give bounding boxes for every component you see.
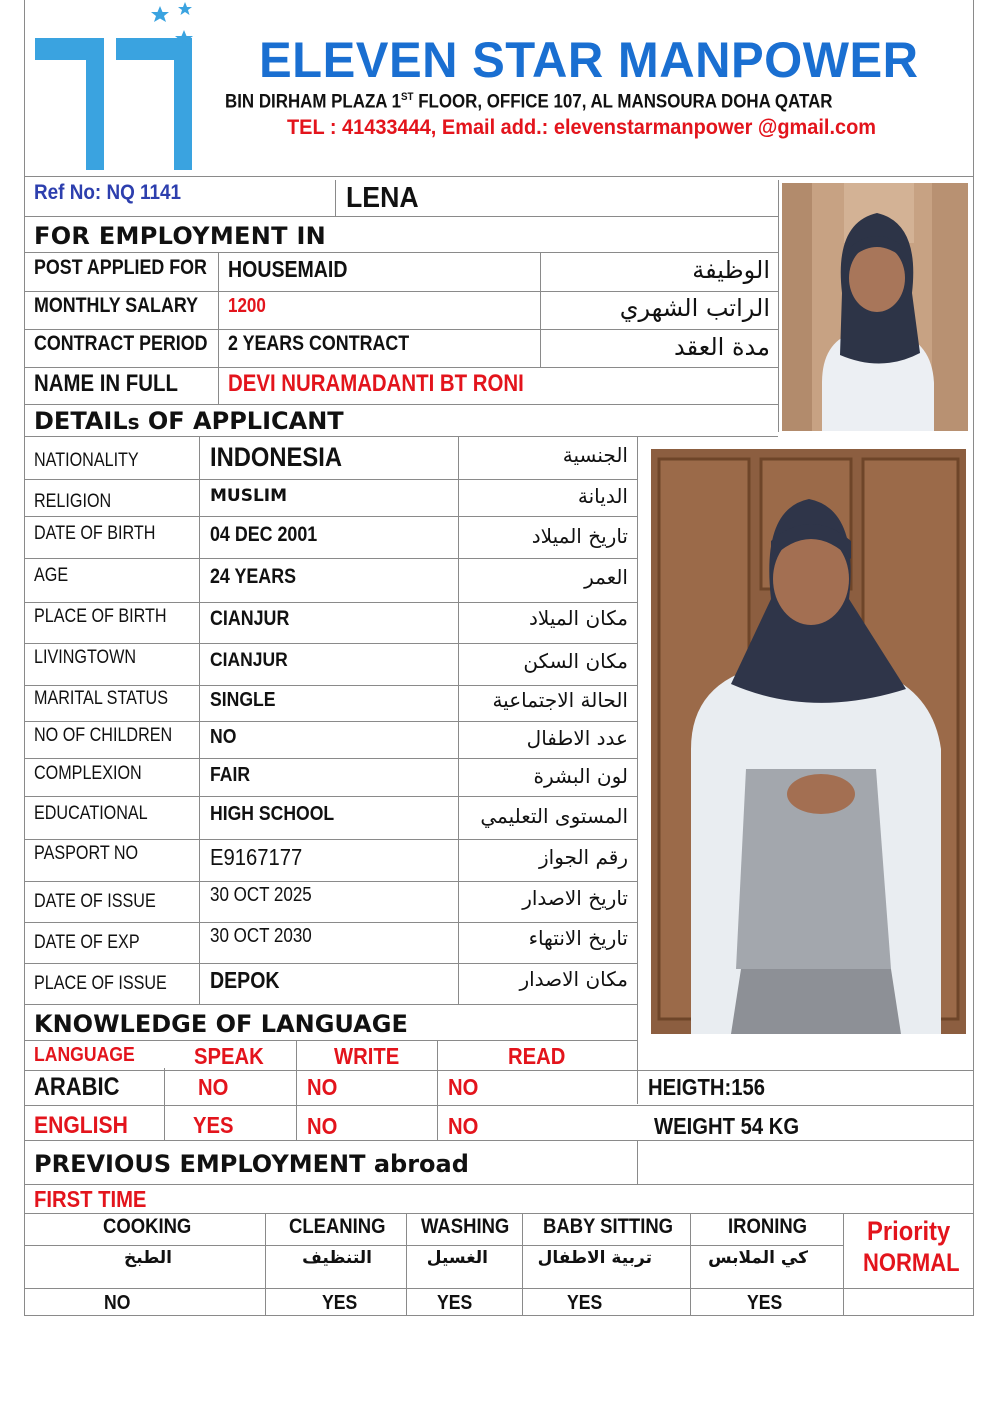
- skill-name: COOKING: [103, 1215, 192, 1238]
- previous-employment-status: FIRST TIME: [34, 1186, 147, 1212]
- company-address: BIN DIRHAM PLAZA 1ST FLOOR, OFFICE 107, AL MANSOURA DOHA QATAR: [225, 91, 833, 113]
- education-value: HIGH SCHOOL: [210, 803, 335, 825]
- priority-value: NORMAL: [863, 1249, 960, 1277]
- place-of-birth-label: PLACE OF BIRTH: [34, 606, 167, 627]
- nationality-label: NATIONALITY: [34, 450, 139, 471]
- post-applied-value: HOUSEMAID: [228, 256, 348, 282]
- nationality-arabic: الجنسية: [562, 443, 628, 467]
- skill-name: IRONING: [728, 1215, 808, 1238]
- children-arabic: عدد الاطفال: [526, 726, 628, 750]
- monthly-salary-label: MONTHLY SALARY: [34, 294, 198, 317]
- children-label: NO OF CHILDREN: [34, 725, 173, 746]
- language-name: ENGLISH: [34, 1112, 128, 1139]
- speak-value: NO: [198, 1074, 229, 1100]
- post-applied-arabic: الوظيفة: [692, 256, 770, 284]
- previous-employment-heading: PREVIOUS EMPLOYMENT abroad: [34, 1150, 469, 1178]
- post-applied-label: POST APPLIED FOR: [34, 256, 207, 279]
- skill-name: CLEANING: [289, 1215, 386, 1238]
- skill-value: YES: [567, 1292, 603, 1314]
- contract-period-arabic: مدة العقد: [674, 333, 770, 361]
- language-heading: KNOWLEDGE OF LANGUAGE: [34, 1010, 408, 1038]
- speak-value: YES: [193, 1112, 234, 1138]
- dob-arabic: تاريخ الميلاد: [531, 524, 628, 548]
- height-value: HEIGTH:156: [648, 1074, 765, 1100]
- passport-label: PASPORT NO: [34, 843, 139, 864]
- passport-arabic: رقم الجواز: [539, 845, 628, 869]
- skill-value: YES: [437, 1292, 473, 1314]
- age-value: 24 YEARS: [210, 565, 296, 588]
- livingtown-arabic: مكان السكن: [523, 649, 628, 673]
- company-logo: [32, 0, 207, 176]
- issue-date-value: 30 OCT 2025: [210, 884, 312, 906]
- age-arabic: العمر: [584, 565, 628, 589]
- write-value: NO: [307, 1074, 338, 1100]
- livingtown-label: LIVINGTOWN: [34, 647, 136, 668]
- language-col-header: LANGUAGE: [34, 1044, 135, 1066]
- priority-label: Priority: [867, 1216, 951, 1246]
- full-name-value: DEVI NURAMADANTI BT RONI: [228, 370, 524, 397]
- company-name: ELEVEN STAR MANPOWER: [259, 32, 919, 88]
- passport-value: E9167177: [210, 844, 303, 870]
- skill-arabic: التنظيف: [302, 1248, 372, 1268]
- ref-number: Ref No: NQ 1141: [34, 181, 182, 204]
- skill-arabic: كي الملابس: [708, 1248, 808, 1268]
- skill-value: YES: [747, 1292, 783, 1314]
- place-of-issue-value: DEPOK: [210, 967, 280, 993]
- skill-value: NO: [104, 1292, 131, 1314]
- place-of-birth-arabic: مكان الميلاد: [529, 606, 628, 630]
- dob-label: DATE OF BIRTH: [34, 523, 156, 544]
- company-contact: TEL : 41433444, Email add.: elevenstarmanpower @gmail.com: [287, 116, 877, 139]
- write-value: NO: [307, 1113, 338, 1139]
- complexion-label: COMPLEXION: [34, 763, 142, 784]
- full-body-photo: [651, 449, 966, 1034]
- place-of-birth-value: CIANJUR: [210, 607, 290, 630]
- weight-value: WEIGHT 54 KG: [654, 1113, 800, 1139]
- expiry-date-label: DATE OF EXP: [34, 932, 140, 953]
- passport-photo: [782, 183, 968, 431]
- complexion-value: FAIR: [210, 764, 251, 786]
- full-name-label: NAME IN FULL: [34, 370, 178, 397]
- religion-label: RELIGION: [34, 491, 112, 512]
- contract-period-value: 2 YEARS CONTRACT: [228, 332, 410, 355]
- marital-status-arabic: الحالة الاجتماعية: [492, 688, 628, 712]
- religion-arabic: الديانة: [577, 484, 628, 508]
- complexion-arabic: لون البشرة: [533, 764, 628, 788]
- marital-status-value: SINGLE: [210, 689, 276, 711]
- read-value: NO: [448, 1113, 479, 1139]
- livingtown-value: CIANJUR: [210, 650, 288, 671]
- read-value: NO: [448, 1074, 479, 1100]
- issue-date-arabic: تاريخ الاصدار: [522, 886, 628, 910]
- skill-name: BABY SITTING: [543, 1215, 674, 1238]
- skill-arabic: تربية الاطفال: [537, 1248, 652, 1268]
- skill-value: YES: [322, 1292, 358, 1314]
- monthly-salary-arabic: الراتب الشهري: [619, 294, 770, 322]
- skill-arabic: الغسيل: [426, 1248, 488, 1268]
- skill-name: WASHING: [421, 1215, 510, 1238]
- contract-period-label: CONTRACT PERIOD: [34, 332, 208, 355]
- nationality-value: INDONESIA: [210, 442, 343, 472]
- language-name: ARABIC: [34, 1073, 120, 1101]
- education-label: EDUCATIONAL: [34, 803, 148, 824]
- expiry-date-arabic: تاريخ الانتهاء: [528, 926, 628, 950]
- read-col-header: READ: [508, 1043, 566, 1069]
- children-value: NO: [210, 726, 237, 748]
- place-of-issue-arabic: مكان الاصدار: [519, 967, 628, 991]
- place-of-issue-label: PLACE OF ISSUE: [34, 973, 167, 994]
- expiry-date-value: 30 OCT 2030: [210, 925, 312, 947]
- marital-status-label: MARITAL STATUS: [34, 688, 168, 709]
- dob-value: 04 DEC 2001: [210, 523, 318, 546]
- age-label: AGE: [34, 565, 69, 586]
- religion-value: MUSLIM: [210, 486, 288, 506]
- monthly-salary-value: 1200: [228, 295, 266, 317]
- employment-heading: FOR EMPLOYMENT IN: [34, 222, 327, 250]
- issue-date-label: DATE OF ISSUE: [34, 891, 156, 912]
- details-heading: DETAILs OF APPLICANT: [34, 407, 344, 435]
- speak-col-header: SPEAK: [194, 1043, 264, 1069]
- education-arabic: المستوى التعليمي: [480, 804, 628, 828]
- skill-arabic: الطبخ: [124, 1248, 172, 1268]
- applicant-nickname: LENA: [346, 182, 419, 214]
- write-col-header: WRITE: [334, 1043, 400, 1069]
